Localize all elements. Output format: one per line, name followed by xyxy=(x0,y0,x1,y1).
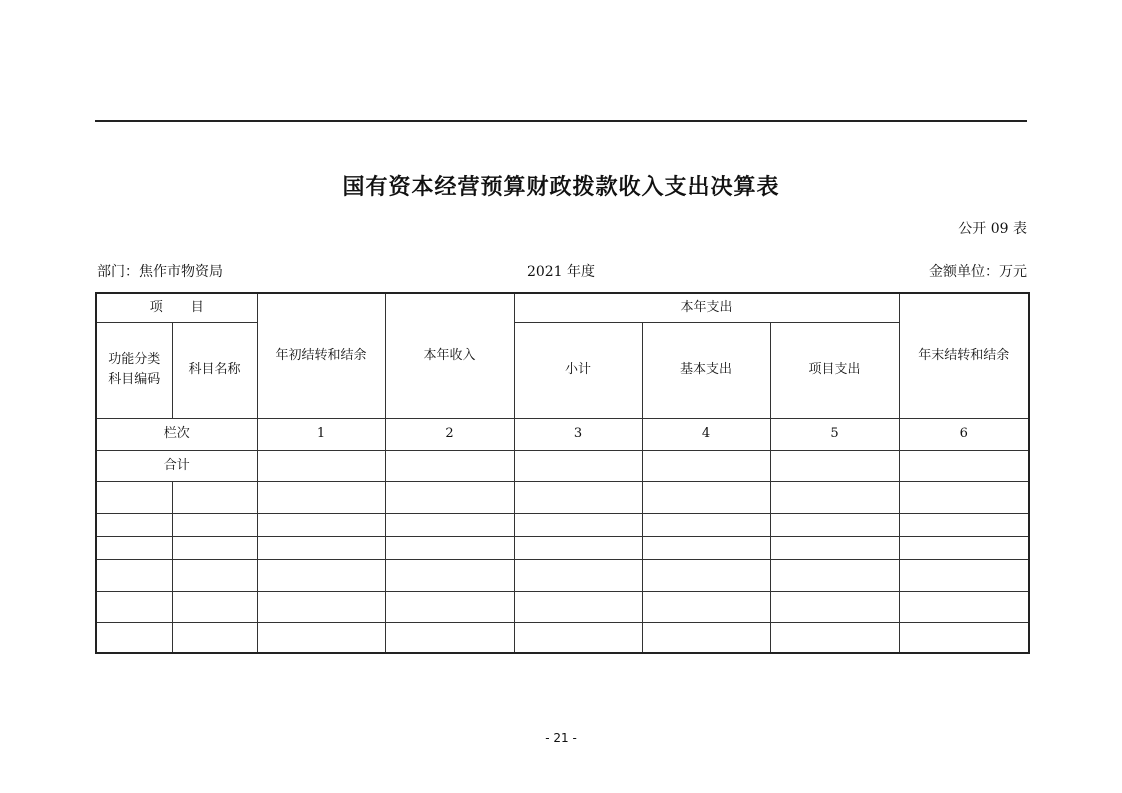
table-cell xyxy=(642,513,770,536)
header-row-2 xyxy=(96,322,1029,418)
table-cell xyxy=(385,513,514,536)
table-cell xyxy=(514,559,642,591)
table-cell xyxy=(514,450,642,481)
table-cell xyxy=(96,481,172,513)
table-cell xyxy=(385,450,514,481)
item-header xyxy=(96,293,257,322)
fiscal-year-label: 2021 年度 xyxy=(526,264,596,280)
item-header-left: 项 xyxy=(149,299,163,315)
item-header-right: 目 xyxy=(190,299,204,315)
table-cell xyxy=(172,481,257,513)
table-cell xyxy=(899,559,1029,591)
table-cell xyxy=(96,536,172,559)
amount-unit-label: 金额单位：万元 xyxy=(929,264,1027,280)
table-cell xyxy=(257,536,385,559)
table-cell xyxy=(96,591,172,622)
form-code: 公开 09 表 xyxy=(958,221,1027,237)
table-row xyxy=(96,559,1029,591)
table-cell xyxy=(514,591,642,622)
table-cell xyxy=(172,536,257,559)
table-cell xyxy=(257,513,385,536)
column-index-label: 栏次 xyxy=(96,418,257,450)
table-row xyxy=(96,481,1029,513)
basic-expense-header: 基本支出 xyxy=(642,322,770,418)
table-cell xyxy=(514,536,642,559)
table-cell xyxy=(770,536,899,559)
table-cell xyxy=(257,481,385,513)
column-number: 6 xyxy=(899,418,1029,450)
table-cell xyxy=(172,513,257,536)
closing-balance-header: 年末结转和结余 xyxy=(899,293,1029,418)
opening-balance-header: 年初结转和结余 xyxy=(257,293,385,418)
table-cell xyxy=(514,513,642,536)
table-cell xyxy=(257,622,385,653)
table-cell xyxy=(385,559,514,591)
department-label: 部门：焦作市物资局 xyxy=(97,264,223,280)
table-row xyxy=(96,536,1029,559)
table-cell xyxy=(642,481,770,513)
top-rule xyxy=(95,120,1027,122)
project-expense-header: 项目支出 xyxy=(770,322,899,418)
table-cell xyxy=(642,559,770,591)
table-row xyxy=(96,591,1029,622)
table-cell xyxy=(642,591,770,622)
table-cell xyxy=(385,591,514,622)
column-number: 4 xyxy=(642,418,770,450)
header-row-1 xyxy=(96,293,1029,322)
meta-row xyxy=(95,261,1027,281)
table-cell xyxy=(172,559,257,591)
table-cell xyxy=(257,559,385,591)
table-cell xyxy=(385,481,514,513)
budget-table xyxy=(95,292,1030,654)
page-title: 国有资本经营预算财政拨款收入支出决算表 xyxy=(342,175,780,200)
table-cell xyxy=(899,481,1029,513)
table-cell xyxy=(385,622,514,653)
table-cell xyxy=(899,450,1029,481)
table-row xyxy=(96,622,1029,653)
table-cell xyxy=(514,481,642,513)
total-row xyxy=(96,450,1029,481)
table-cell xyxy=(899,622,1029,653)
column-index-row xyxy=(96,418,1029,450)
table-cell xyxy=(96,513,172,536)
column-number: 2 xyxy=(385,418,514,450)
table-cell xyxy=(385,536,514,559)
current-expense-header: 本年支出 xyxy=(514,293,899,322)
table-cell xyxy=(642,450,770,481)
table-cell xyxy=(172,622,257,653)
table-cell xyxy=(770,481,899,513)
column-number: 1 xyxy=(257,418,385,450)
column-number: 5 xyxy=(770,418,899,450)
table-row xyxy=(96,513,1029,536)
table-cell xyxy=(770,591,899,622)
function-code-header: 功能分类 科目编码 xyxy=(96,322,172,418)
table-cell xyxy=(514,622,642,653)
subtotal-header: 小计 xyxy=(514,322,642,418)
table-cell xyxy=(770,513,899,536)
subject-name-header: 科目名称 xyxy=(172,322,257,418)
table-cell xyxy=(257,591,385,622)
table-cell xyxy=(899,591,1029,622)
table-cell xyxy=(257,450,385,481)
current-income-header: 本年收入 xyxy=(385,293,514,418)
table-cell xyxy=(770,450,899,481)
table-cell xyxy=(899,536,1029,559)
page-number: - 21 - xyxy=(545,731,577,745)
table-cell xyxy=(642,536,770,559)
table-cell xyxy=(96,622,172,653)
total-label: 合计 xyxy=(96,450,257,481)
table-cell xyxy=(96,559,172,591)
table-cell xyxy=(899,513,1029,536)
table-cell xyxy=(172,591,257,622)
table-cell xyxy=(770,559,899,591)
column-number: 3 xyxy=(514,418,642,450)
table-cell xyxy=(642,622,770,653)
table-cell xyxy=(770,622,899,653)
